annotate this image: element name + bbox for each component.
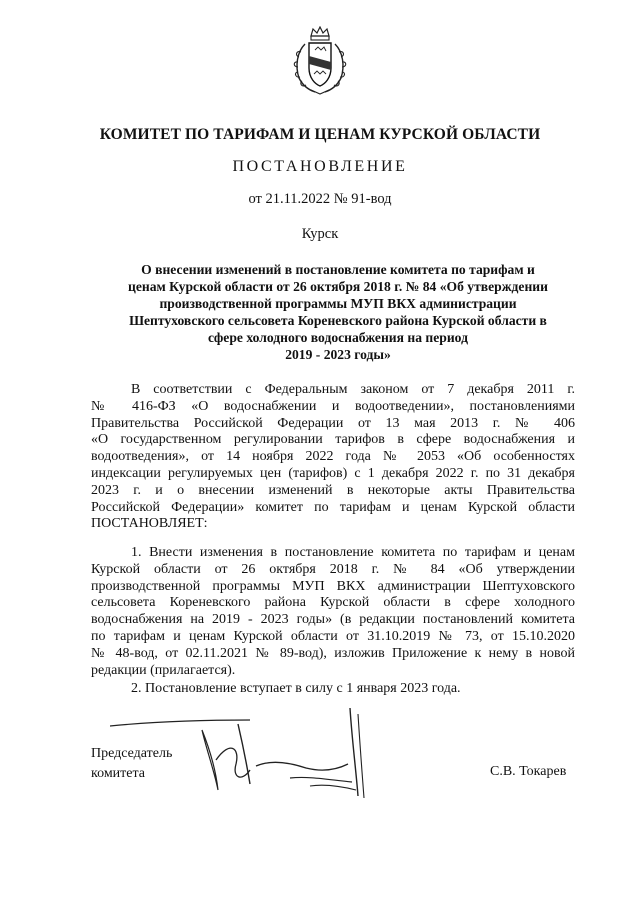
subject-line: сфере холодного водоснабжения на период [208, 330, 468, 345]
kursk-coat-of-arms-icon [291, 26, 349, 98]
body-line: Курской области от 26 октября 2018 г. № 84 «Об утверждении [91, 561, 575, 577]
subject-line: Шептуховского сельсовета Кореневского района Курской области в [129, 313, 547, 328]
document-type: ПОСТАНОВЛЕНИЕ [232, 158, 408, 175]
body-line: по тарифам и ценам Курской области от 31.10.2019 № 73, от 15.10.2020 [91, 628, 575, 644]
body-line: ПОСТАНОВЛЯЕТ: [91, 516, 208, 532]
body-line: производственной программы МУП ВКХ администрации Шептуховского [91, 578, 575, 594]
signatory-role-line: Председатель [91, 746, 173, 761]
body-line: № 416-ФЗ «О водоснабжении и водоотведении», постановлениями [91, 398, 575, 414]
signatory-role-line: комитета [91, 766, 146, 781]
handwritten-signature [110, 700, 390, 810]
body-line: сельсовета Кореневского района Курской области в сфере холодного [91, 595, 575, 611]
signatory-name: С.В. Токарев [490, 764, 567, 779]
body-line: редакции (прилагается). [91, 662, 236, 678]
item-1-paragraph [91, 545, 575, 679]
body-line: 1. Внести изменения в постановление комитета по тарифам и ценам [131, 545, 575, 560]
document-city: Курск [301, 226, 339, 242]
preamble-paragraph [91, 382, 575, 533]
body-line: 2023 г. и о внесении изменений в некоторые акты Правительства [91, 482, 575, 498]
subject-line: О внесении изменений в постановление комитета по тарифам и [141, 262, 535, 277]
body-line: водоснабжения на 2019 - 2023 годы» (в редакции постановлений комитета [91, 612, 575, 628]
subject-line: производственной программы МУП ВКХ администрации [159, 296, 517, 311]
document-date-number: от 21.11.2022 № 91-вод [248, 191, 392, 207]
body-line: Российской Федерации» комитет по тарифам и ценам Курской области [91, 499, 575, 515]
organization-name: КОМИТЕТ ПО ТАРИФАМ И ЦЕНАМ КУРСКОЙ ОБЛАСТИ [99, 126, 541, 143]
body-line: индексации регулируемых цен (тарифов) с 1 декабря 2022 г. по 31 декабря [91, 465, 575, 481]
body-line: водоотведения», от 14 ноября 2022 года № 2053 «Об особенностях [91, 449, 575, 465]
item-2-paragraph [91, 681, 575, 698]
body-line: «О государственном регулировании тарифов в сфере водоснабжения и [91, 432, 575, 448]
subject-line: 2019 - 2023 годы» [285, 347, 391, 362]
body-line: 2. Постановление вступает в силу с 1 января 2023 года. [131, 681, 461, 696]
body-line: В соответствии с Федеральным законом от 7 декабря 2011 г. [131, 382, 575, 397]
body-line: Правительства Российской Федерации от 13 мая 2013 г. № 406 [91, 415, 575, 431]
document-subject [88, 261, 588, 363]
body-line: № 48-вод, от 02.11.2021 № 89-вод), изложив Приложение к нему в новой [91, 645, 575, 661]
subject-line: ценам Курской области от 26 октября 2018 г. № 84 «Об утверждении [128, 279, 548, 294]
